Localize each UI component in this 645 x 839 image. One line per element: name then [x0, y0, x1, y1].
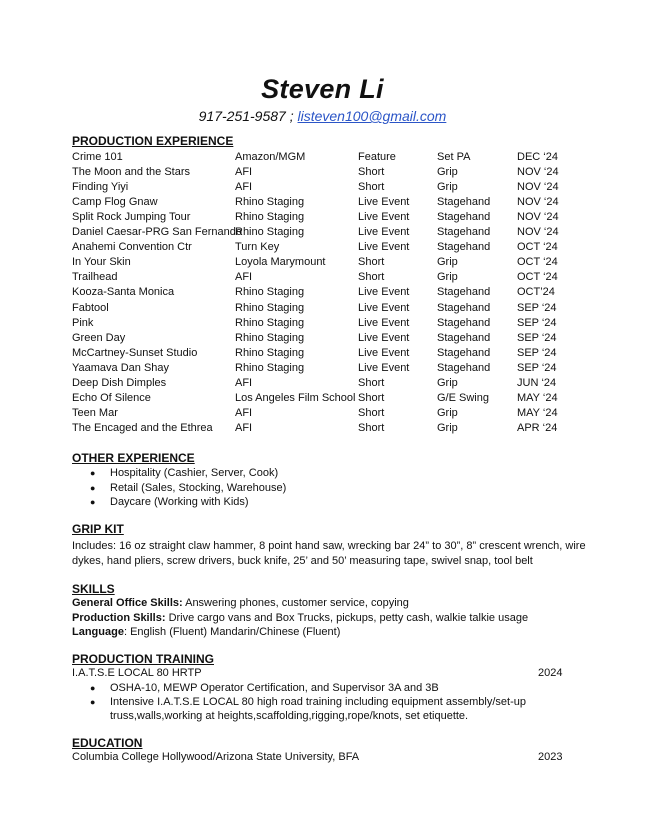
company: Rhino Staging: [235, 196, 305, 209]
company: Rhino Staging: [235, 286, 305, 299]
project-title: Trailhead: [72, 271, 118, 284]
position: Stagehand: [437, 301, 491, 314]
table-row: [72, 240, 592, 255]
table-row: [72, 316, 592, 331]
project-title: Finding Yiyi: [72, 181, 129, 194]
training-year: 2024: [538, 667, 563, 679]
project-title: Deep Dish Dimples: [72, 376, 167, 389]
training-program: I.A.T.S.E LOCAL 80 HRTP: [72, 667, 202, 679]
date: SEP ‘24: [517, 361, 557, 374]
company: AFI: [235, 166, 253, 179]
project-title: Split Rock Jumping Tour: [72, 211, 191, 224]
date: SEP ‘24: [517, 346, 557, 359]
date: DEC ‘24: [517, 151, 558, 163]
bullet-icon: ●: [90, 697, 96, 707]
resume-name: Steven Li: [261, 74, 384, 104]
project-title: Yaamava Dan Shay: [72, 361, 170, 374]
position: Stagehand: [437, 316, 491, 329]
table-row: [72, 346, 592, 361]
company: Rhino Staging: [235, 361, 305, 374]
project-type: Feature: [358, 151, 396, 163]
education-year: 2023: [538, 751, 563, 763]
date: NOV ‘24: [517, 166, 559, 179]
resume-page: Steven Li 917-251-9587 ; listeven100@gmail.com PRODUCTION EXPERIENCE Crime 101 Amazon/MGM Feature Set PA DEC ‘24 The Moon and the Stars AFI Short Grip NOV ‘24 Finding Yiyi AFI Short Grip NOV ‘24 Camp Flog Gnaw Rhino Staging Live Event Stagehand NOV ‘24 Split Rock Jumping Tour Rhino Staging Live Event Stagehand NOV ‘24 Daniel Caesar-PRG San Fernando Rhino Staging Live Event Stagehand NOV ‘24 Anahemi Convention Ctr Turn Key Live Event Stagehand OCT ‘24 In Your Skin Loyola Marymount Short Grip OCT ‘24 Trailhead AFI Short Grip OCT ‘24 Kooza-Santa Monica Rhino Staging Live Event Stagehand OCT’24 Fabtool Rhino Staging Live Event Stagehand SEP ‘24 Pink Rhino Staging Live Event Stagehand SEP ‘24 Green Day Rhino Staging Live Event Stagehand SEP ‘24 McCartney-Sunset Studio Rhino Staging Live Event Stagehand SEP ‘24 Yaamava Dan Shay Rhino Staging Live Event Stagehand SEP ‘24 Deep Dish Dimples AFI Short Grip JUN ‘24 Echo Of Silence Los Angeles Film School Short G/E Swing MAY ‘24 Teen Mar AFI Short Grip MAY ‘24 The Encaged and the Ethrea AFI Short Grip APR ‘24 OTHER EXPERIENCE ● Hospitality (Cashier, Server, Cook) ● Retail (Sales, Stocking, Warehouse) ● Daycare (Working with Kids) GRIP KIT Includes: 16 oz straight claw hammer, 8 point hand saw, wrecking bar 24” to 30”, 8” crescent wrench, wire dykes, hand pliers, screw drivers, buck knife, 25’ and 50’ measuring tape, swivel snap, tool belt SKILLS General Office Skills: Answering phones, customer service, copying Production Skills: Drive cargo vans and Box Trucks, pickups, petty cash, walkie talkie usage Language: English (Fluent) Mandarin/Chinese (Fluent) PRODUCTION TRAINING I.A.T.S.E LOCAL 80 HRTP 2024 ● OSHA-10, MEWP Operator Certification, and Supervisor 3A and 3B ● Intensive I.A.T.S.E LOCAL 80 high road training including equipment assembly/set-up truss,walls,working at heights,scaffolding,rigging,rope/knots, set etiquette. EDUCATION Columbia College Hollywood/Arizona State University, BFA 2023: [0, 0, 645, 839]
table-row: [72, 225, 592, 240]
project-title: In Your Skin: [72, 256, 131, 269]
date: OCT ‘24: [517, 271, 558, 284]
table-row: [72, 421, 592, 436]
position: Stagehand: [437, 286, 491, 299]
position: Stagehand: [437, 331, 491, 344]
project-title: Echo Of Silence: [72, 391, 151, 404]
table-row: [72, 331, 592, 346]
skill-general-office: General Office Skills: Answering phones, customer service, copying: [72, 597, 409, 609]
table-row: [72, 376, 592, 391]
date: SEP ‘24: [517, 301, 557, 314]
company: Rhino Staging: [235, 226, 305, 239]
project-type: Short: [358, 421, 385, 434]
project-title: Green Day: [72, 331, 126, 344]
table-row: [72, 361, 592, 376]
company: Amazon/MGM: [235, 151, 306, 163]
company: Turn Key: [235, 241, 280, 254]
project-title: Fabtool: [72, 301, 109, 314]
date: SEP ‘24: [517, 316, 557, 329]
company: AFI: [235, 406, 253, 419]
company: AFI: [235, 376, 253, 389]
table-row: [72, 406, 592, 421]
project-type: Short: [358, 181, 385, 194]
company: Rhino Staging: [235, 346, 305, 359]
table-row: [72, 301, 592, 316]
project-type: Live Event: [358, 286, 410, 299]
position: Stagehand: [437, 211, 491, 224]
company: AFI: [235, 421, 253, 434]
project-type: Short: [358, 166, 385, 179]
company: Rhino Staging: [235, 301, 305, 314]
table-row: [72, 150, 592, 165]
company: AFI: [235, 181, 253, 194]
project-title: Daniel Caesar-PRG San Fernando: [72, 226, 242, 239]
project-type: Live Event: [358, 331, 410, 344]
project-type: Short: [358, 406, 385, 419]
section-title-production-experience: PRODUCTION EXPERIENCE: [72, 134, 234, 148]
project-title: Crime 101: [72, 151, 123, 163]
date: OCT’24: [517, 286, 555, 299]
section-title-production-training: PRODUCTION TRAINING: [72, 652, 214, 666]
project-type: Short: [358, 271, 385, 284]
date: MAY ‘24: [517, 391, 558, 404]
contact-line: [0, 108, 645, 124]
project-type: Live Event: [358, 346, 410, 359]
project-title: Pink: [72, 316, 94, 329]
date: NOV ‘24: [517, 196, 559, 209]
position: Grip: [437, 166, 458, 179]
position: Set PA: [437, 151, 471, 163]
position: Stagehand: [437, 241, 491, 254]
company: AFI: [235, 271, 253, 284]
section-title-grip-kit: GRIP KIT: [72, 522, 124, 536]
project-title: The Moon and the Stars: [72, 166, 191, 179]
table-row: [72, 195, 592, 210]
table-row: [72, 210, 592, 225]
table-row: [72, 165, 592, 180]
project-title: Kooza-Santa Monica: [72, 286, 175, 299]
phone-number: 917-251-9587 ;: [198, 108, 294, 124]
table-row: [72, 285, 592, 300]
date: APR ‘24: [517, 421, 558, 434]
company: Rhino Staging: [235, 316, 305, 329]
date: NOV ‘24: [517, 181, 559, 194]
position: G/E Swing: [437, 391, 489, 404]
date: OCT ‘24: [517, 256, 558, 269]
project-type: Live Event: [358, 241, 410, 254]
position: Grip: [437, 271, 458, 284]
project-type: Live Event: [358, 301, 410, 314]
position: Stagehand: [437, 196, 491, 209]
bullet-icon: ●: [90, 483, 96, 493]
date: NOV ‘24: [517, 226, 559, 239]
section-title-skills: SKILLS: [72, 582, 115, 596]
position: Grip: [437, 181, 458, 194]
company: Rhino Staging: [235, 211, 305, 224]
project-title: Anahemi Convention Ctr: [72, 241, 192, 254]
project-title: The Encaged and the Ethrea: [72, 421, 213, 434]
project-type: Live Event: [358, 196, 410, 209]
skill-language: Language: English (Fluent) Mandarin/Chinese (Fluent): [72, 626, 341, 638]
position: Grip: [437, 406, 458, 419]
project-type: Live Event: [358, 226, 410, 239]
bullet-icon: ●: [90, 683, 96, 693]
table-row: [72, 270, 592, 285]
position: Stagehand: [437, 346, 491, 359]
date: JUN ‘24: [517, 376, 557, 389]
table-row: [72, 255, 592, 270]
table-row: [72, 180, 592, 195]
company: Rhino Staging: [235, 331, 305, 344]
grip-kit-text: Includes: 16 oz straight claw hammer, 8 point hand saw, wrecking bar 24” to 30”, 8” crescent wrench, wire dykes, hand pliers, screw drivers, buck knife, 25’ and 50’ measuring tape, swivel snap, tool belt: [72, 540, 586, 567]
skill-production: Production Skills: Drive cargo vans and Box Trucks, pickups, petty cash, walkie talkie usage: [72, 612, 529, 624]
project-type: Live Event: [358, 316, 410, 329]
project-title: McCartney-Sunset Studio: [72, 346, 198, 359]
project-title: Camp Flog Gnaw: [72, 196, 158, 209]
table-row: [72, 391, 592, 406]
company: Los Angeles Film School: [235, 391, 356, 404]
position: Stagehand: [437, 226, 491, 239]
date: OCT ‘24: [517, 241, 558, 254]
project-type: Short: [358, 391, 385, 404]
project-type: Short: [358, 256, 385, 269]
date: MAY ‘24: [517, 406, 558, 419]
date: NOV ‘24: [517, 211, 559, 224]
education-school: Columbia College Hollywood/Arizona State University, BFA: [72, 751, 360, 763]
project-title: Teen Mar: [72, 406, 118, 419]
email-link[interactable]: listeven100@gmail.com: [297, 108, 447, 124]
company: Loyola Marymount: [235, 256, 326, 269]
bullet-icon: ●: [90, 497, 96, 507]
project-type: Live Event: [358, 361, 410, 374]
section-title-other-experience: OTHER EXPERIENCE: [72, 451, 195, 465]
date: SEP ‘24: [517, 331, 557, 344]
project-type: Short: [358, 376, 385, 389]
position: Stagehand: [437, 361, 491, 374]
position: Grip: [437, 376, 458, 389]
section-title-education: EDUCATION: [72, 736, 143, 750]
project-type: Live Event: [358, 211, 410, 224]
bullet-icon: ●: [90, 468, 96, 478]
position: Grip: [437, 421, 458, 434]
position: Grip: [437, 256, 458, 269]
